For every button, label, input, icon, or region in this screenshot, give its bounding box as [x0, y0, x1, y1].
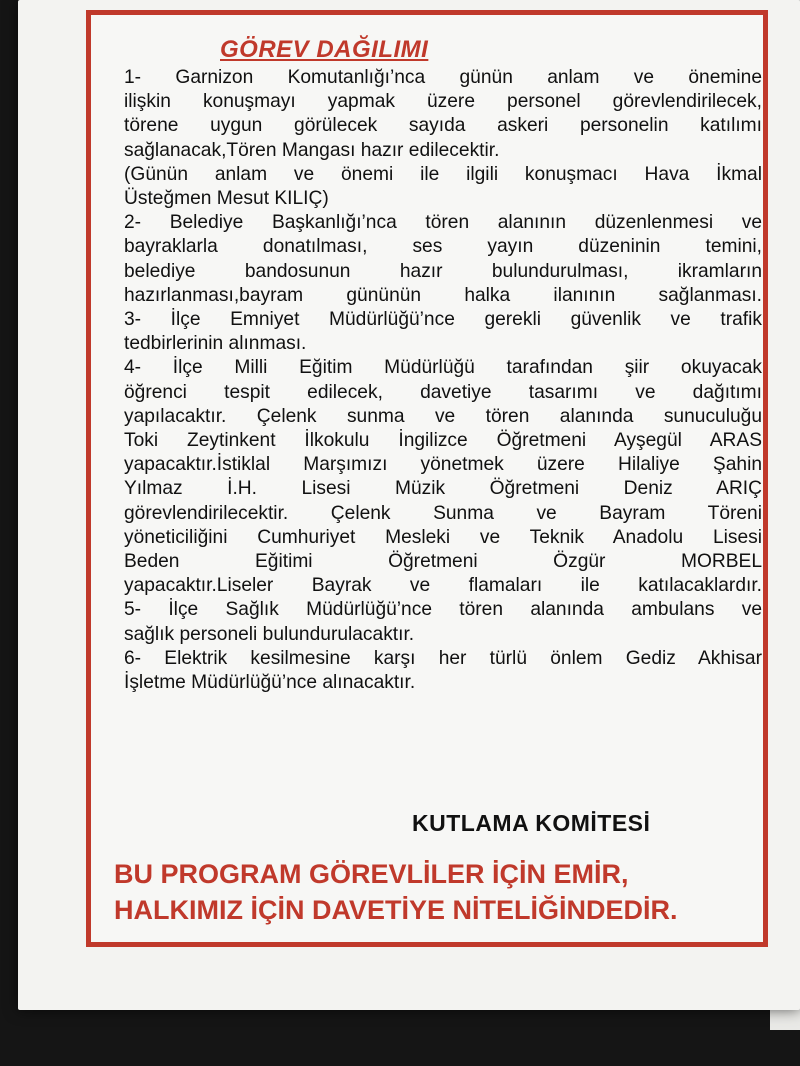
body-line: 3- İlçe Emniyet Müdürlüğü’nce gerekli güvenlik ve trafik	[124, 309, 762, 331]
body-line: hazırlanması,bayram gününün halka ilanının sağlanması.	[124, 284, 762, 306]
body-line: görevlendirilecektir. Çelenk Sunma ve Bayram Töreni	[124, 502, 762, 524]
body-line: belediye bandosunun hazır bulundurulması, ikramların	[124, 260, 762, 282]
body-line: ilişkin konuşmayı yapmak üzere personel görevlendirilecek,	[124, 91, 762, 113]
body-line: yapacaktır.Liseler Bayrak ve flamaları ile katılacaklardır.	[124, 575, 762, 597]
body-line: bayraklarla donatılması, ses yayın düzeninin temini,	[124, 236, 762, 258]
body-line: yapacaktır.İstiklal Marşımızı yönetmek üzere Hilaliye Şahin	[124, 454, 762, 476]
body-line: tedbirlerinin alınması.	[124, 333, 307, 355]
body-line: 6- Elektrik kesilmesine karşı her türlü önlem Gediz Akhisar	[124, 647, 762, 669]
notice-line: HALKIMIZ İÇİN DAVETİYE NİTELİĞİNDEDİR.	[114, 895, 678, 925]
body-line: öğrenci tespit edilecek, davetiye tasarımı ve dağıtımı	[124, 381, 762, 403]
body-line: 5- İlçe Sağlık Müdürlüğü’nce tören alanında ambulans ve	[124, 599, 762, 621]
body-line: yapılacaktır. Çelenk sunma ve tören alanında sunuculuğu	[124, 405, 762, 427]
body-line: sağlanacak,Tören Mangası hazır edilecektir.	[124, 139, 500, 161]
body-line: (Günün anlam ve önemi ile ilgili konuşmacı Hava İkmal	[124, 163, 762, 185]
document-body	[124, 66, 762, 695]
document-title: GÖREV DAĞILIMI	[220, 36, 429, 63]
body-line: 2- Belediye Başkanlığı’nca tören alanının düzenlenmesi ve	[124, 212, 762, 234]
body-line: yöneticiliğini Cumhuriyet Mesleki ve Teknik Anadolu Lisesi	[124, 526, 762, 548]
body-line: Beden Eğitimi Öğretmeni Özgür MORBEL	[124, 551, 762, 573]
body-line: sağlık personeli bulundurulacaktır.	[124, 623, 415, 645]
body-line: Yılmaz İ.H. Lisesi Müzik Öğretmeni Deniz ARIÇ	[124, 478, 762, 500]
body-line: 1- Garnizon Komutanlığı’nca günün anlam ve önemine	[124, 67, 762, 88]
notice-line: BU PROGRAM GÖREVLİLER İÇİN EMİR,	[114, 859, 629, 889]
body-line: Üsteğmen Mesut KILIÇ)	[124, 188, 329, 210]
body-line: Toki Zeytinkent İlkokulu İngilizce Öğretmeni Ayşegül ARAS	[124, 430, 762, 452]
body-line: törene uygun görülecek sayıda askeri personelin katılımı	[124, 115, 762, 137]
committee-signature: KUTLAMA KOMİTESİ	[412, 810, 651, 836]
body-line: İşletme Müdürlüğü’nce alınacaktır.	[124, 672, 416, 694]
notice-text	[114, 856, 754, 928]
body-line: 4- İlçe Milli Eğitim Müdürlüğü tarafından şiir okuyacak	[124, 357, 762, 379]
